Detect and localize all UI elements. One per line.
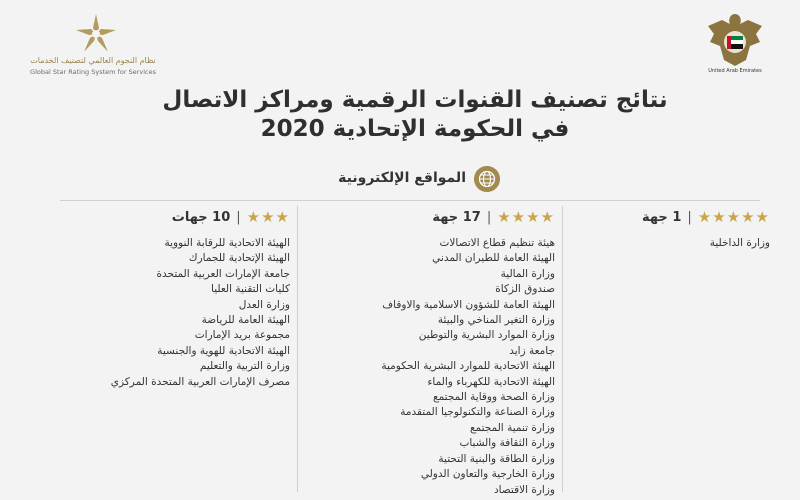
header-separator: | — [687, 209, 692, 225]
section-label: المواقع الإلكترونية — [338, 170, 466, 186]
list-item: مصرف الإمارات العربية المتحدة المركزي — [110, 375, 290, 388]
section-heading — [320, 166, 500, 194]
list-item: مجموعة بريد الإمارات — [194, 329, 290, 342]
list-item: وزارة التربية والتعليم — [199, 360, 290, 373]
uae-emblem-logo — [700, 10, 770, 80]
column-header — [305, 206, 555, 228]
list-item: جامعة الإمارات العربية المتحدة — [156, 267, 290, 280]
list-item: وزارة المالية — [500, 267, 555, 280]
column-header — [60, 206, 290, 228]
title-line-1: نتائج تصنيف القنوات الرقمية ومراكز الاتصال — [162, 87, 668, 113]
list-item: وزارة الداخلية — [709, 237, 770, 249]
three-stars-icon: ★★★ — [246, 208, 290, 226]
rating-column-three-stars — [60, 206, 290, 390]
global-star-rating-logo — [18, 12, 168, 74]
list-item: الهيئة الإتحادية للجمارك — [188, 252, 290, 265]
header-separator: | — [236, 209, 241, 225]
entity-list — [60, 236, 290, 390]
header-separator: | — [486, 209, 492, 225]
list-item: الهيئة الاتحادية للكهرباء والماء — [427, 375, 555, 388]
column-header — [570, 206, 770, 228]
entity-count: 1 جهة — [641, 209, 682, 225]
section-divider — [60, 200, 760, 201]
list-item: الهيئة العامة للرياضة — [201, 314, 290, 327]
globe-icon — [474, 166, 500, 192]
list-item: جامعة زايد — [509, 344, 555, 357]
list-item: وزارة الخارجية والتعاون الدولي — [420, 468, 555, 481]
logo-arabic-text: نظام النجوم العالمي لتصنيف الخدمات — [30, 56, 156, 65]
rating-column-five-stars — [570, 206, 770, 251]
logo-english-text: Global Star Rating System for Services — [30, 68, 156, 76]
list-item: كليات التقنية العليا — [211, 283, 290, 296]
entity-count: 17 جهة — [432, 209, 481, 225]
column-divider — [297, 206, 298, 492]
title-line-2: في الحكومة الإتحادية 2020 — [260, 116, 570, 142]
list-item: وزارة الثقافة والشباب — [459, 437, 555, 450]
list-item: وزارة الصحة ووقاية المجتمع — [433, 391, 555, 404]
four-stars-icon: ★★★★ — [497, 208, 555, 226]
five-stars-icon: ★★★★★ — [697, 208, 770, 226]
list-item: وزارة الصناعة والتكنولوجيا المتقدمة — [400, 406, 555, 419]
logo-caption: United Arab Emirates — [708, 68, 762, 74]
list-item: وزارة العدل — [238, 298, 290, 311]
list-item: صندوق الزكاة — [495, 283, 555, 296]
list-item: الهيئة العامة للشؤون الاسلامية والاوقاف — [382, 298, 555, 311]
list-item: الهيئة الاتحادية للموارد البشرية الحكومية — [381, 360, 555, 373]
entity-list — [570, 236, 770, 251]
entity-count: 10 جهات — [171, 209, 231, 225]
page-title — [150, 86, 680, 144]
list-item: الهيئة العامة للطيران المدني — [432, 252, 555, 265]
list-item: الهيئة الاتحادية للرقابة النووية — [164, 237, 290, 249]
list-item: وزارة الموارد البشرية والتوطين — [418, 329, 555, 342]
list-item: هيئة تنظيم قطاع الاتصالات — [439, 237, 555, 249]
list-item: وزارة تنمية المجتمع — [469, 421, 555, 434]
entity-list — [305, 236, 555, 498]
list-item: الهيئة الاتحادية للهوية والجنسية — [157, 344, 290, 357]
star-emblem-icon — [74, 12, 118, 56]
column-divider — [562, 206, 563, 492]
rating-column-four-stars — [305, 206, 555, 498]
falcon-emblem-icon — [700, 10, 770, 68]
list-item: وزارة الاقتصاد — [493, 483, 555, 496]
list-item: وزارة التغير المناخي والبيئة — [437, 314, 555, 327]
list-item: وزارة الطاقة والبنية التحتية — [438, 452, 555, 465]
